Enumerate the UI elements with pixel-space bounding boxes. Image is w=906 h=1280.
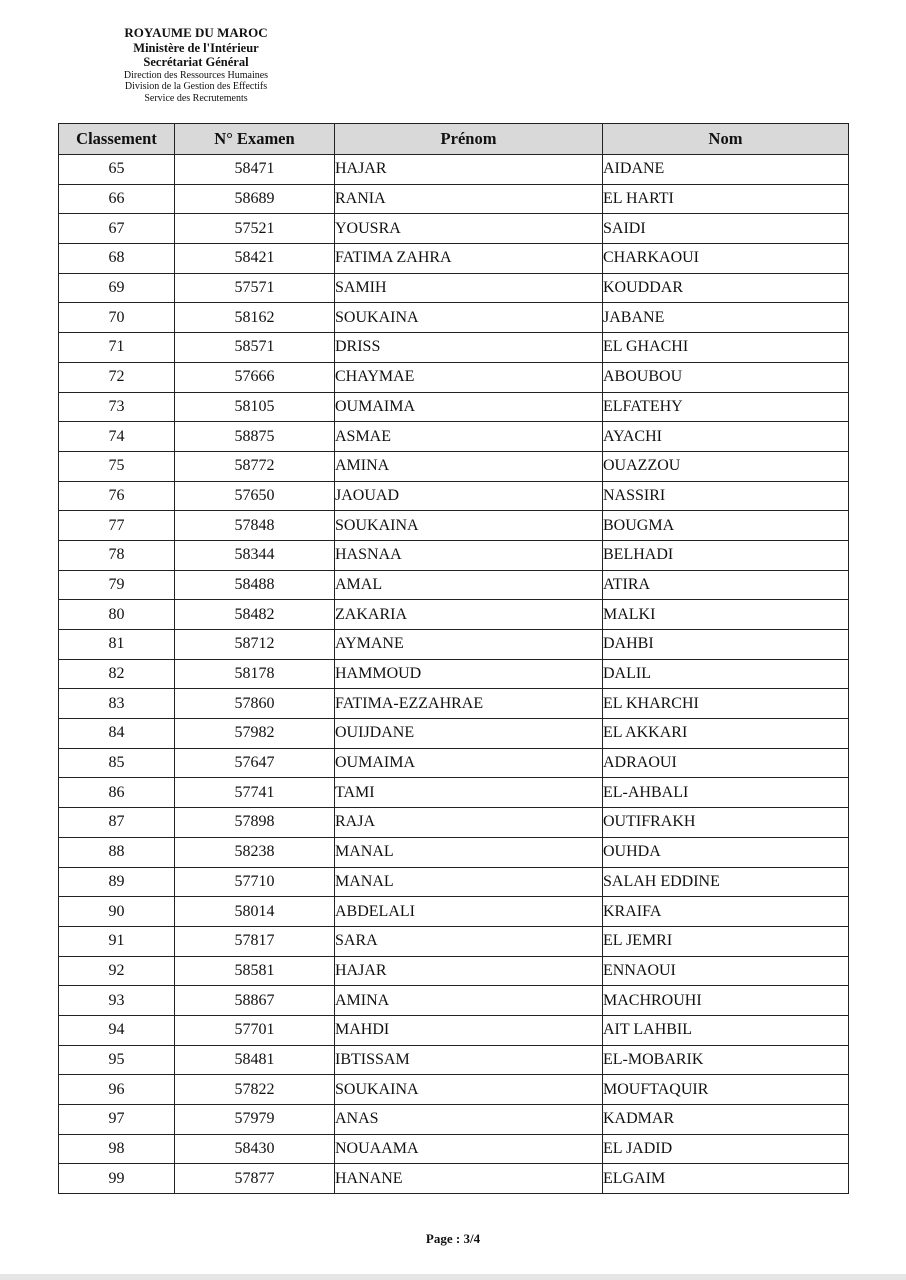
cell-nom: MALKI — [603, 600, 849, 630]
cell-numero-examen: 58238 — [175, 837, 335, 867]
cell-classement: 74 — [59, 422, 175, 452]
cell-classement: 92 — [59, 956, 175, 986]
header-division: Division de la Gestion des Effectifs — [124, 81, 268, 93]
cell-nom: OUAZZOU — [603, 451, 849, 481]
cell-numero-examen: 58014 — [175, 897, 335, 927]
cell-classement: 90 — [59, 897, 175, 927]
cell-classement: 98 — [59, 1134, 175, 1164]
table-row — [59, 837, 849, 867]
cell-numero-examen: 57848 — [175, 511, 335, 541]
cell-numero-examen: 58867 — [175, 986, 335, 1016]
cell-nom: NASSIRI — [603, 481, 849, 511]
cell-classement: 85 — [59, 748, 175, 778]
cell-classement: 77 — [59, 511, 175, 541]
cell-nom: MOUFTAQUIR — [603, 1075, 849, 1105]
cell-numero-examen: 58488 — [175, 570, 335, 600]
cell-numero-examen: 57822 — [175, 1075, 335, 1105]
results-table — [58, 123, 849, 1194]
cell-numero-examen: 57571 — [175, 273, 335, 303]
table-row — [59, 155, 849, 185]
cell-nom: BELHADI — [603, 540, 849, 570]
cell-prenom: NOUAAMA — [335, 1134, 603, 1164]
cell-numero-examen: 58481 — [175, 1045, 335, 1075]
cell-prenom: ANAS — [335, 1105, 603, 1135]
cell-prenom: SOUKAINA — [335, 1075, 603, 1105]
cell-prenom: HASNAA — [335, 540, 603, 570]
header-ministry: Ministère de l'Intérieur — [133, 40, 259, 55]
cell-numero-examen: 58581 — [175, 956, 335, 986]
cell-nom: SAIDI — [603, 214, 849, 244]
cell-classement: 76 — [59, 481, 175, 511]
cell-numero-examen: 58430 — [175, 1134, 335, 1164]
cell-nom: KRAIFA — [603, 897, 849, 927]
cell-numero-examen: 58178 — [175, 659, 335, 689]
cell-nom: EL AKKARI — [603, 719, 849, 749]
cell-prenom: TAMI — [335, 778, 603, 808]
table-row — [59, 1015, 849, 1045]
cell-classement: 91 — [59, 926, 175, 956]
cell-numero-examen: 57982 — [175, 719, 335, 749]
table-row — [59, 362, 849, 392]
table-row — [59, 956, 849, 986]
cell-prenom: IBTISSAM — [335, 1045, 603, 1075]
column-header-prenom: Prénom — [335, 124, 603, 155]
table-row — [59, 540, 849, 570]
cell-nom: JABANE — [603, 303, 849, 333]
cell-classement: 88 — [59, 837, 175, 867]
cell-classement: 84 — [59, 719, 175, 749]
cell-prenom: HAJAR — [335, 956, 603, 986]
cell-classement: 80 — [59, 600, 175, 630]
cell-nom: SALAH EDDINE — [603, 867, 849, 897]
column-header-classement: Classement — [59, 124, 175, 155]
cell-classement: 73 — [59, 392, 175, 422]
cell-nom: OUTIFRAKH — [603, 808, 849, 838]
table-row — [59, 778, 849, 808]
cell-classement: 69 — [59, 273, 175, 303]
table-row — [59, 303, 849, 333]
cell-nom: EL JEMRI — [603, 926, 849, 956]
cell-classement: 95 — [59, 1045, 175, 1075]
table-row — [59, 481, 849, 511]
table-row — [59, 392, 849, 422]
cell-prenom: HANANE — [335, 1164, 603, 1194]
table-row — [59, 600, 849, 630]
cell-numero-examen: 58105 — [175, 392, 335, 422]
cell-prenom: AMINA — [335, 451, 603, 481]
cell-prenom: MANAL — [335, 867, 603, 897]
cell-numero-examen: 57877 — [175, 1164, 335, 1194]
cell-classement: 66 — [59, 184, 175, 214]
cell-nom: EL JADID — [603, 1134, 849, 1164]
header-country: ROYAUME DU MAROC — [124, 25, 268, 40]
table-row — [59, 511, 849, 541]
cell-numero-examen: 57650 — [175, 481, 335, 511]
cell-prenom: JAOUAD — [335, 481, 603, 511]
table-row — [59, 926, 849, 956]
page-bottom-edge — [0, 1274, 906, 1280]
table-row — [59, 273, 849, 303]
cell-classement: 71 — [59, 333, 175, 363]
cell-classement: 79 — [59, 570, 175, 600]
cell-prenom: MAHDI — [335, 1015, 603, 1045]
table-row — [59, 630, 849, 660]
cell-nom: ATIRA — [603, 570, 849, 600]
cell-nom: DAHBI — [603, 630, 849, 660]
cell-nom: ADRAOUI — [603, 748, 849, 778]
table-row — [59, 1105, 849, 1135]
header-direction: Direction des Ressources Humaines — [123, 69, 269, 81]
table-row — [59, 719, 849, 749]
cell-classement: 87 — [59, 808, 175, 838]
cell-numero-examen: 57741 — [175, 778, 335, 808]
cell-prenom: SOUKAINA — [335, 511, 603, 541]
cell-nom: KOUDDAR — [603, 273, 849, 303]
cell-prenom: RANIA — [335, 184, 603, 214]
document-header — [86, 26, 306, 104]
cell-prenom: DRISS — [335, 333, 603, 363]
table-row — [59, 1134, 849, 1164]
table-body — [59, 155, 849, 1194]
cell-prenom: HAMMOUD — [335, 659, 603, 689]
cell-nom: OUHDA — [603, 837, 849, 867]
cell-numero-examen: 58471 — [175, 155, 335, 185]
cell-classement: 72 — [59, 362, 175, 392]
table-row — [59, 1164, 849, 1194]
cell-prenom: MANAL — [335, 837, 603, 867]
cell-classement: 94 — [59, 1015, 175, 1045]
cell-classement: 83 — [59, 689, 175, 719]
cell-numero-examen: 57521 — [175, 214, 335, 244]
table-row — [59, 333, 849, 363]
table-row — [59, 214, 849, 244]
cell-nom: ABOUBOU — [603, 362, 849, 392]
cell-prenom: OUMAIMA — [335, 748, 603, 778]
table-row — [59, 748, 849, 778]
cell-classement: 89 — [59, 867, 175, 897]
table-row — [59, 986, 849, 1016]
table-row — [59, 570, 849, 600]
cell-classement: 70 — [59, 303, 175, 333]
cell-nom: ELFATEHY — [603, 392, 849, 422]
table-row — [59, 1075, 849, 1105]
cell-nom: BOUGMA — [603, 511, 849, 541]
cell-nom: EL-AHBALI — [603, 778, 849, 808]
cell-nom: EL GHACHI — [603, 333, 849, 363]
cell-prenom: OUIJDANE — [335, 719, 603, 749]
table-row — [59, 808, 849, 838]
cell-numero-examen: 58689 — [175, 184, 335, 214]
cell-prenom: ASMAE — [335, 422, 603, 452]
cell-prenom: AMAL — [335, 570, 603, 600]
cell-nom: EL KHARCHI — [603, 689, 849, 719]
cell-numero-examen: 58571 — [175, 333, 335, 363]
cell-classement: 75 — [59, 451, 175, 481]
cell-prenom: ZAKARIA — [335, 600, 603, 630]
cell-numero-examen: 58772 — [175, 451, 335, 481]
cell-classement: 96 — [59, 1075, 175, 1105]
column-header-numero-examen: N° Examen — [175, 124, 335, 155]
column-header-nom: Nom — [603, 124, 849, 155]
cell-classement: 97 — [59, 1105, 175, 1135]
cell-nom: AIT LAHBIL — [603, 1015, 849, 1045]
header-secretariat: Secrétariat Général — [143, 55, 249, 70]
cell-classement: 68 — [59, 244, 175, 274]
table-row — [59, 897, 849, 927]
cell-classement: 93 — [59, 986, 175, 1016]
cell-nom: AIDANE — [603, 155, 849, 185]
cell-nom: ELGAIM — [603, 1164, 849, 1194]
cell-prenom: SAMIH — [335, 273, 603, 303]
table-row — [59, 659, 849, 689]
cell-prenom: OUMAIMA — [335, 392, 603, 422]
cell-classement: 67 — [59, 214, 175, 244]
table-row — [59, 451, 849, 481]
cell-prenom: RAJA — [335, 808, 603, 838]
cell-nom: CHARKAOUI — [603, 244, 849, 274]
cell-numero-examen: 58482 — [175, 600, 335, 630]
cell-nom: EL HARTI — [603, 184, 849, 214]
page-number: Page : 3/4 — [425, 1231, 481, 1246]
cell-classement: 81 — [59, 630, 175, 660]
header-service: Service des Recrutements — [144, 92, 248, 104]
cell-nom: ENNAOUI — [603, 956, 849, 986]
table-header-row — [59, 124, 849, 155]
cell-numero-examen: 57860 — [175, 689, 335, 719]
cell-numero-examen: 58712 — [175, 630, 335, 660]
cell-numero-examen: 58421 — [175, 244, 335, 274]
cell-nom: DALIL — [603, 659, 849, 689]
cell-nom: MACHROUHI — [603, 986, 849, 1016]
cell-classement: 78 — [59, 540, 175, 570]
cell-numero-examen: 57647 — [175, 748, 335, 778]
cell-prenom: FATIMA-EZZAHRAE — [335, 689, 603, 719]
cell-classement: 65 — [59, 155, 175, 185]
cell-prenom: FATIMA ZAHRA — [335, 244, 603, 274]
table-row — [59, 1045, 849, 1075]
cell-classement: 82 — [59, 659, 175, 689]
cell-prenom: SARA — [335, 926, 603, 956]
cell-numero-examen: 57898 — [175, 808, 335, 838]
cell-numero-examen: 57979 — [175, 1105, 335, 1135]
cell-classement: 86 — [59, 778, 175, 808]
cell-nom: KADMAR — [603, 1105, 849, 1135]
cell-numero-examen: 58162 — [175, 303, 335, 333]
cell-nom: EL-MOBARIK — [603, 1045, 849, 1075]
cell-prenom: ABDELALI — [335, 897, 603, 927]
table-row — [59, 422, 849, 452]
cell-prenom: AYMANE — [335, 630, 603, 660]
cell-numero-examen: 58875 — [175, 422, 335, 452]
cell-numero-examen: 57701 — [175, 1015, 335, 1045]
table-row — [59, 689, 849, 719]
cell-numero-examen: 57817 — [175, 926, 335, 956]
cell-prenom: AMINA — [335, 986, 603, 1016]
table-row — [59, 867, 849, 897]
table-row — [59, 244, 849, 274]
cell-numero-examen: 58344 — [175, 540, 335, 570]
cell-prenom: YOUSRA — [335, 214, 603, 244]
cell-prenom: SOUKAINA — [335, 303, 603, 333]
cell-numero-examen: 57666 — [175, 362, 335, 392]
cell-classement: 99 — [59, 1164, 175, 1194]
table-row — [59, 184, 849, 214]
cell-nom: AYACHI — [603, 422, 849, 452]
cell-prenom: CHAYMAE — [335, 362, 603, 392]
cell-numero-examen: 57710 — [175, 867, 335, 897]
cell-prenom: HAJAR — [335, 155, 603, 185]
